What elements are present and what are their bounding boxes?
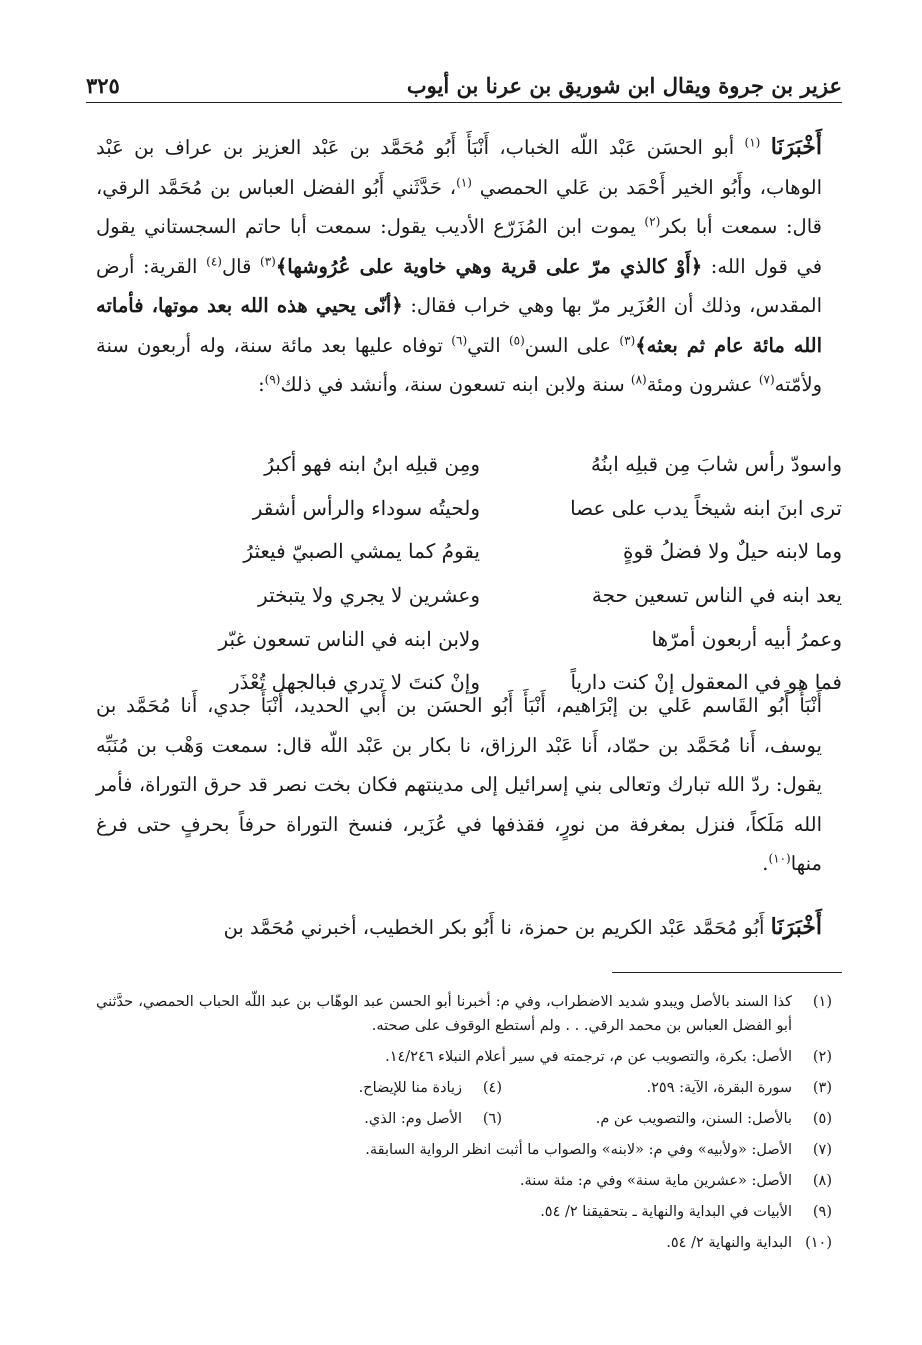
para1-s11: : — [258, 373, 265, 396]
footnote-6 — [172, 1107, 502, 1131]
verse-first-hemistich: يعد ابنه في الناس تسعين حجة — [591, 582, 842, 607]
quran-quote-2: ﴿أنّى يحيي هذه الله بعد موتها، فأماته الله مائة عام ثم بعثه﴾ — [96, 294, 823, 357]
footnote-text: سورة البقرة، الآية: ٢٥٩. — [646, 1080, 792, 1096]
verse-second-hemistich: يقومُ كما يمشي الصبيّ فيعثرُ — [243, 539, 480, 564]
footnote-pair-3-4 — [96, 1076, 832, 1100]
footnote-ref-9: (٩) — [264, 372, 281, 387]
footnote-ref-10: (١٠) — [768, 851, 791, 866]
footnote-ref-5: (٥) — [508, 333, 525, 347]
verse-second-hemistich: وإنْ كنتَ لا تدري فبالجهل تُعْذَر — [229, 670, 480, 695]
footnote-ref-1b: (١) — [456, 175, 472, 189]
footnote-ref-3b: (٣) — [619, 333, 636, 347]
para1-s4: قال — [221, 254, 252, 278]
footnote-ref-6: (٦) — [451, 333, 468, 347]
footnote-rule — [612, 972, 842, 973]
footnote-number: (٨) — [812, 1173, 832, 1189]
footnote-pair-5-6 — [96, 1107, 832, 1131]
footnote-text: الأصل: «ولأبيه» وفي م: «لابنه» والصواب ما أثبت انظر الرواية السابقة. — [365, 1142, 792, 1158]
footnote-4 — [172, 1076, 502, 1100]
footnote-number: (٧) — [812, 1142, 832, 1158]
paragraph-2 — [96, 686, 822, 884]
para3-text: أَبُو مُحَمَّد عَبْد الكريم بن حمزة، نا أَبُو بكر الخطيب، أخبرني مُحَمَّد بن — [223, 916, 765, 939]
footnote-text: الأصل وم: الذي. — [364, 1111, 462, 1127]
footnote-9 — [96, 1200, 832, 1224]
para1-s3: يموت ابن المُزَرّع الأديب يقول: سمعت أبا حاتم السجستاني يقول في قول الله: — [96, 215, 823, 278]
footnote-number: (١) — [812, 994, 832, 1010]
para1-s2: ، حَدَّثَني أَبُو الفضل العباس بن مُحَمَّد الرقي، قال: سمعت أبا بكر — [96, 175, 822, 238]
footnote-number: (٣) — [812, 1080, 832, 1096]
footnote-text: البداية والنهاية ٢/ ٥٤. — [666, 1235, 792, 1251]
footnote-7 — [96, 1138, 832, 1162]
footnote-ref-7: (٧) — [758, 372, 775, 387]
poem-verse — [150, 442, 842, 486]
footnote-text: الأصل: «عشرين ماية سنة» وفي م: مئة سنة. — [519, 1173, 792, 1189]
para1-s9: عشرون ومئة — [646, 373, 753, 396]
footnote-2 — [96, 1045, 832, 1069]
verse-second-hemistich: وعشرين لا يجري ولا يتبختر — [258, 582, 480, 607]
footnote-ref-8: (٨) — [630, 372, 647, 387]
page-header — [86, 60, 842, 98]
footnote-text: الأبيات في البداية والنهاية ـ بتحقيقنا ٢/ ٥٤. — [540, 1204, 792, 1220]
verse-first-hemistich: وما لابنه حيلٌ ولا فضلُ قوةٍ — [622, 539, 842, 564]
verse-second-hemistich: ولحيتُه سوداء والرأس أشقر — [252, 495, 480, 520]
footnote-10 — [96, 1231, 832, 1255]
akhbarana-keyword: أَخْبَرَنَا — [770, 134, 823, 160]
footnote-ref-4: (٤) — [206, 254, 222, 268]
para1-s5: القرية: أرض المقدس، وذلك أن العُزَير مرّ بها وهي خراب فقال: — [96, 254, 823, 317]
running-title: عزير بن جروة ويقال ابن شوريق بن عرنا بن أيوب — [406, 73, 842, 98]
poem-verse — [150, 529, 842, 573]
header-rule — [86, 102, 842, 103]
footnote-ref-3: (٣) — [260, 254, 276, 268]
paragraph-1 — [96, 128, 822, 405]
footnote-number: (١٠) — [805, 1235, 832, 1251]
akhbarana-keyword: أَخْبَرَنَا — [770, 914, 822, 940]
verse-first-hemistich: فما هو في المعقول إنْ كنت دارياً — [570, 670, 842, 695]
para1-s10: سنة ولابن ابنه تسعون سنة، وأنشد في ذلك — [280, 373, 625, 396]
poem-verse — [150, 617, 842, 661]
page-number: ٣٢٥ — [86, 73, 120, 98]
footnote-ref-1: (١) — [744, 135, 761, 150]
footnote-text: بالأصل: السنن، والتصويب عن م. — [595, 1111, 792, 1127]
verse-first-hemistich: وعمرُ أبيه أربعون أمرّها — [651, 626, 842, 651]
verse-second-hemistich: ولابن ابنه في الناس تسعون غبّر — [218, 626, 480, 651]
para2-text: أَنْبَأَ أَبُو القَاسم عَلي بن إبْرَاهيم، أَنْبَأَ أَبُو الحسَن بن أَبي الحديد، أَنْبَأَ جدي، أَنا مُحَمَّد بن يوسف، أَنا مُحَمَّد بن حمّاد، أَنا عَبْد الرزاق، نا بكار بن عَبْد اللّه قال: سمعت وَهْب بن مُنَبِّه يقول: ردّ الله تبارك وتعالى بني إسرائيل إلى مدينتهم فكان بخت نصر قد حرق التوراة، فأمر الله مَلَكاً، فنزل بمغرفة من نورٍ، فقذفها في عُزَير، فنسخ التوراة حرفاً بحرفٍ حتى فرغ منها — [96, 694, 822, 875]
footnote-text: الأصل: بكرة، والتصويب عن م، ترجمته في سير أعلام النبلاء ١٤/٢٤٦. — [385, 1049, 792, 1065]
para1-s8: توفاه عليها بعد مائة سنة، وله أربعون سنة ولأمّته — [96, 333, 822, 396]
verse-first-hemistich: ترى ابنَ ابنه شيخاً يدب على عصا — [570, 495, 842, 520]
footnote-5 — [502, 1107, 832, 1131]
verse-second-hemistich: ومِن قبلِه ابنُ ابنه فهو أكبرُ — [264, 451, 480, 476]
quran-quote-1: ﴿أَوْ كالذي مرّ على قرية وهي خاوية على عُرُوشها﴾ — [275, 254, 703, 278]
footnote-number: (٦) — [482, 1111, 502, 1127]
para1-s7: التي — [467, 333, 501, 357]
para1-s6: على السن — [524, 333, 612, 357]
footnotes — [96, 990, 832, 1262]
footnote-ref-2: (٢) — [644, 214, 661, 229]
footnote-1 — [96, 990, 832, 1038]
poem-verse — [150, 486, 842, 530]
para1-s1: أبو الحسَن عَبْد اللّه الخباب، أَنْبَأَ أَبُو مُحَمَّد بن عَبْد العزيز بن عراف بن عَبْد الوهاب، وأَبُو الخير أَحْمَد بن عَلي الحمصي — [96, 136, 822, 199]
footnote-text: زيادة منا للإيضاح. — [358, 1080, 462, 1096]
footnote-number: (٢) — [812, 1049, 832, 1065]
poem-verse — [150, 573, 842, 617]
paragraph-3 — [96, 908, 822, 948]
para2-end: . — [762, 852, 769, 875]
footnote-number: (٥) — [812, 1111, 832, 1127]
footnote-number: (٤) — [482, 1080, 502, 1096]
footnote-text: كذا السند بالأصل ويبدو شديد الاضطراب، وفي م: أخبرنا أبو الحسن عبد الوهّاب بن عبد اللّه الحباب الحمصي، حدَّثني أبو الفضل العباس بن محمد الرقي. . . ولم أستطع الوقوف على صحته. — [96, 994, 792, 1034]
footnote-number: (٩) — [812, 1204, 832, 1220]
footnote-8 — [96, 1169, 832, 1193]
footnote-3 — [502, 1076, 832, 1100]
verse-first-hemistich: واسودّ رأس شابَ مِن قبلِه ابنُهُ — [590, 451, 842, 476]
poem — [150, 442, 842, 704]
